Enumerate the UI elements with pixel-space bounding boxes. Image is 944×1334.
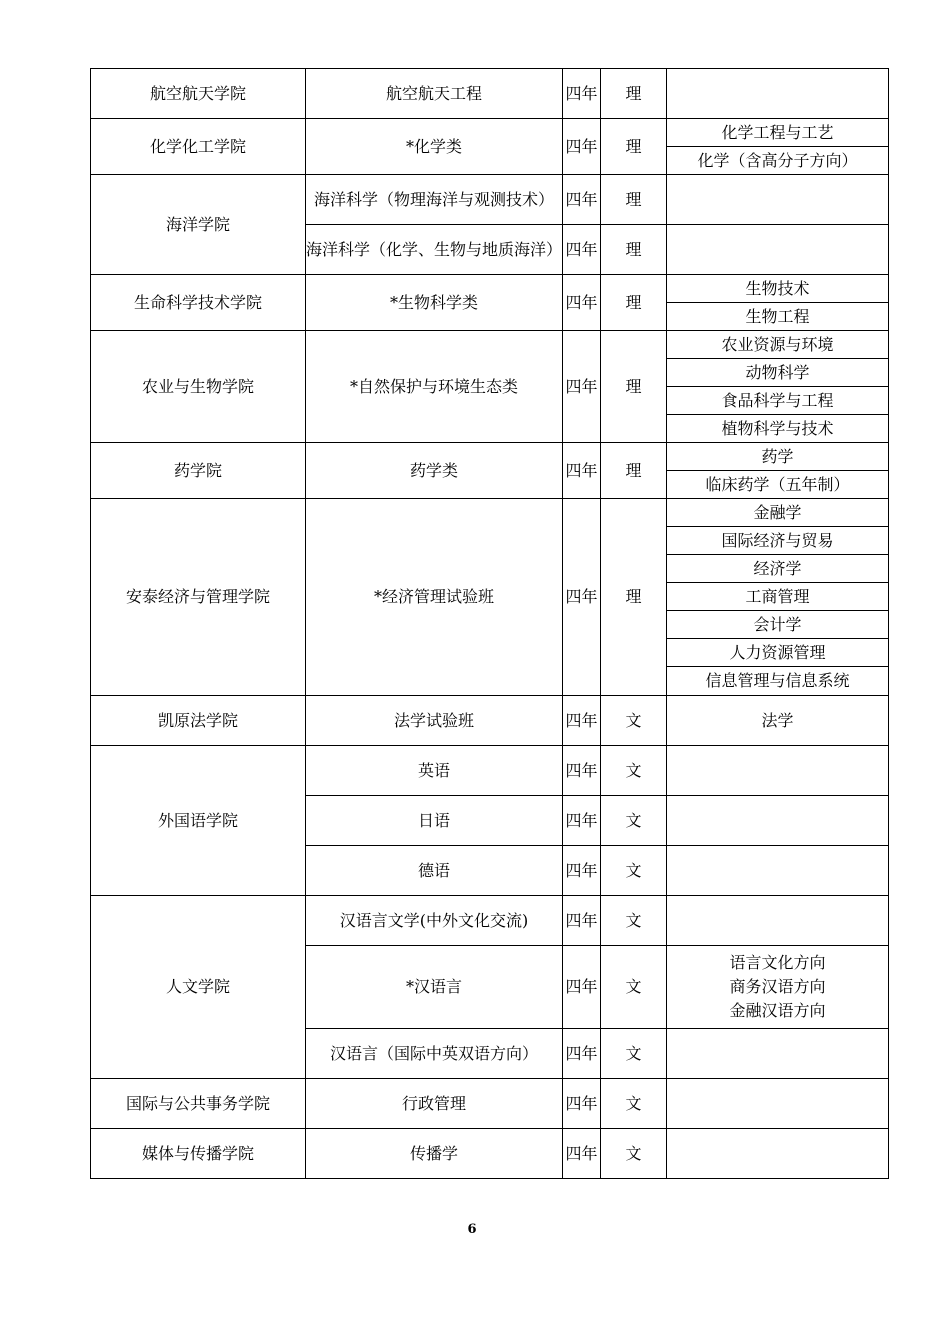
sub-major-cell: [667, 796, 889, 846]
college-cell: 海洋学院: [91, 175, 306, 275]
duration-cell: 四年: [563, 796, 601, 846]
sub-major-cell: [667, 1029, 889, 1079]
table-row: [91, 331, 889, 359]
duration-cell: 四年: [563, 275, 601, 331]
duration-cell: 四年: [563, 119, 601, 175]
major-cell: *汉语言: [306, 946, 563, 1029]
track-cell: 文: [601, 796, 667, 846]
track-cell: 理: [601, 443, 667, 499]
duration-cell: 四年: [563, 331, 601, 443]
college-cell: 外国语学院: [91, 746, 306, 896]
track-cell: 理: [601, 175, 667, 225]
sub-major-cell: [667, 846, 889, 896]
track-cell: 理: [601, 275, 667, 331]
college-cell: 凯原法学院: [91, 696, 306, 746]
major-cell: *生物科学类: [306, 275, 563, 331]
table-row: [91, 175, 889, 225]
track-cell: 理: [601, 499, 667, 696]
major-cell: 日语: [306, 796, 563, 846]
sub-major-cell: 人力资源管理: [667, 639, 889, 667]
college-cell: 农业与生物学院: [91, 331, 306, 443]
table-row: [91, 1129, 889, 1179]
duration-cell: 四年: [563, 946, 601, 1029]
sub-major-cell: 经济学: [667, 555, 889, 583]
sub-major-cell: 植物科学与技术: [667, 415, 889, 443]
major-cell: 汉语言文学(中外文化交流): [306, 896, 563, 946]
sub-major-cell: [667, 225, 889, 275]
sub-major-cell: 法学: [667, 696, 889, 746]
sub-major-cell: [667, 69, 889, 119]
table-row: [91, 499, 889, 527]
sub-major-cell: 化学工程与工艺: [667, 119, 889, 147]
major-cell: *自然保护与环境生态类: [306, 331, 563, 443]
college-cell: 化学化工学院: [91, 119, 306, 175]
sub-major-cell: [667, 746, 889, 796]
table-row: [91, 746, 889, 796]
duration-cell: 四年: [563, 225, 601, 275]
sub-major-cell: 临床药学（五年制）: [667, 471, 889, 499]
duration-cell: 四年: [563, 443, 601, 499]
major-cell: 海洋科学（化学、生物与地质海洋）: [306, 225, 563, 275]
sub-major-cell: 会计学: [667, 611, 889, 639]
page-number: 6: [467, 1222, 477, 1237]
track-cell: 理: [601, 331, 667, 443]
sub-major-cell: 语言文化方向 商务汉语方向 金融汉语方向: [667, 946, 889, 1029]
duration-cell: 四年: [563, 69, 601, 119]
duration-cell: 四年: [563, 1129, 601, 1179]
track-cell: 文: [601, 946, 667, 1029]
duration-cell: 四年: [563, 1029, 601, 1079]
table-row: [91, 1079, 889, 1129]
track-cell: 文: [601, 696, 667, 746]
major-cell: 药学类: [306, 443, 563, 499]
duration-cell: 四年: [563, 896, 601, 946]
track-cell: 文: [601, 746, 667, 796]
duration-cell: 四年: [563, 175, 601, 225]
major-cell: *化学类: [306, 119, 563, 175]
major-cell: 英语: [306, 746, 563, 796]
major-cell: 海洋科学（物理海洋与观测技术）: [306, 175, 563, 225]
table-row: [91, 896, 889, 946]
track-cell: 文: [601, 1029, 667, 1079]
sub-major-cell: [667, 1079, 889, 1129]
major-cell: 法学试验班: [306, 696, 563, 746]
track-cell: 理: [601, 225, 667, 275]
sub-major-cell: [667, 1129, 889, 1179]
table-row: [91, 69, 889, 119]
track-cell: 文: [601, 896, 667, 946]
sub-major-cell: 药学: [667, 443, 889, 471]
table-row: [91, 275, 889, 303]
major-cell: 行政管理: [306, 1079, 563, 1129]
sub-major-cell: 工商管理: [667, 583, 889, 611]
majors-table: [90, 68, 889, 1179]
track-cell: 理: [601, 119, 667, 175]
major-cell: *经济管理试验班: [306, 499, 563, 696]
college-cell: 安泰经济与管理学院: [91, 499, 306, 696]
sub-major-cell: 生物工程: [667, 303, 889, 331]
college-cell: 生命科学技术学院: [91, 275, 306, 331]
college-cell: 航空航天学院: [91, 69, 306, 119]
track-cell: 文: [601, 1079, 667, 1129]
duration-cell: 四年: [563, 696, 601, 746]
sub-major-cell: 化学（含高分子方向）: [667, 147, 889, 175]
sub-major-cell: 金融学: [667, 499, 889, 527]
table-row: [91, 696, 889, 746]
college-cell: 国际与公共事务学院: [91, 1079, 306, 1129]
college-cell: 媒体与传播学院: [91, 1129, 306, 1179]
major-cell: 航空航天工程: [306, 69, 563, 119]
track-cell: 理: [601, 69, 667, 119]
major-cell: 德语: [306, 846, 563, 896]
college-cell: 药学院: [91, 443, 306, 499]
duration-cell: 四年: [563, 499, 601, 696]
sub-major-cell: [667, 175, 889, 225]
sub-major-cell: 农业资源与环境: [667, 331, 889, 359]
sub-major-cell: 动物科学: [667, 359, 889, 387]
sub-major-cell: 食品科学与工程: [667, 387, 889, 415]
sub-major-cell: 生物技术: [667, 275, 889, 303]
college-cell: 人文学院: [91, 896, 306, 1079]
table-row: [91, 443, 889, 471]
duration-cell: 四年: [563, 746, 601, 796]
duration-cell: 四年: [563, 1079, 601, 1129]
table-row: [91, 119, 889, 147]
duration-cell: 四年: [563, 846, 601, 896]
major-cell: 汉语言（国际中英双语方向）: [306, 1029, 563, 1079]
track-cell: 文: [601, 1129, 667, 1179]
sub-major-cell: 信息管理与信息系统: [667, 667, 889, 696]
sub-major-cell: [667, 896, 889, 946]
track-cell: 文: [601, 846, 667, 896]
major-cell: 传播学: [306, 1129, 563, 1179]
sub-major-cell: 国际经济与贸易: [667, 527, 889, 555]
